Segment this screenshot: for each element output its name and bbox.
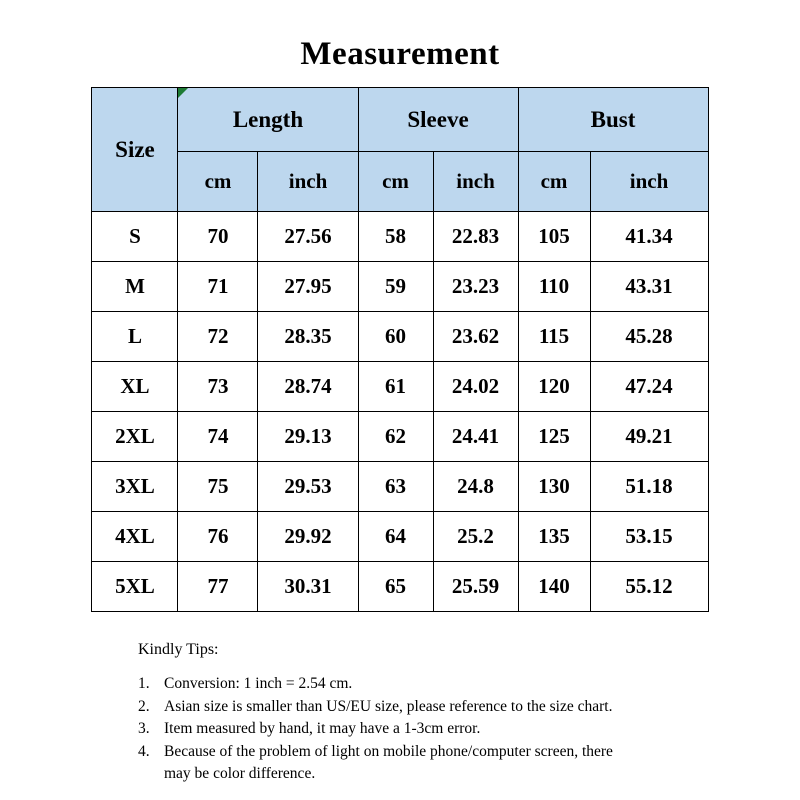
value-cell: 135 xyxy=(518,512,590,562)
tip-text: Item measured by hand, it may have a 1-3cm error. xyxy=(164,720,481,738)
size-cell: 2XL xyxy=(92,412,178,462)
tip-item xyxy=(138,673,668,695)
value-cell: 29.13 xyxy=(258,412,358,462)
value-cell: 24.02 xyxy=(433,362,518,412)
value-cell: 28.74 xyxy=(258,362,358,412)
value-cell: 23.62 xyxy=(433,312,518,362)
tip-number: 4. xyxy=(138,742,150,760)
size-cell: XL xyxy=(92,362,178,412)
tip-text: Conversion: 1 inch = 2.54 cm. xyxy=(164,675,353,693)
value-cell: 25.2 xyxy=(433,512,518,562)
header-size: Size xyxy=(92,88,178,212)
value-cell: 74 xyxy=(178,412,258,462)
tip-item xyxy=(138,718,668,740)
header-sleeve: Sleeve xyxy=(358,88,518,152)
value-cell: 49.21 xyxy=(590,412,708,462)
table-row xyxy=(92,462,708,512)
size-cell: S xyxy=(92,212,178,262)
size-cell: 5XL xyxy=(92,562,178,612)
tips-heading: Kindly Tips: xyxy=(138,641,219,658)
value-cell: 65 xyxy=(358,562,433,612)
value-cell: 63 xyxy=(358,462,433,512)
tip-item xyxy=(138,696,668,718)
comment-marker-icon xyxy=(178,88,188,98)
value-cell: 58 xyxy=(358,212,433,262)
table-group-header-row xyxy=(92,88,708,152)
value-cell: 64 xyxy=(358,512,433,562)
header-length xyxy=(178,88,358,152)
value-cell: 140 xyxy=(518,562,590,612)
value-cell: 130 xyxy=(518,462,590,512)
value-cell: 73 xyxy=(178,362,258,412)
tip-number: 2. xyxy=(138,697,150,715)
size-cell: M xyxy=(92,262,178,312)
value-cell: 77 xyxy=(178,562,258,612)
value-cell: 105 xyxy=(518,212,590,262)
table-unit-header-row xyxy=(92,152,708,212)
value-cell: 30.31 xyxy=(258,562,358,612)
header-bust-cm: cm xyxy=(518,152,590,212)
value-cell: 53.15 xyxy=(590,512,708,562)
value-cell: 55.12 xyxy=(590,562,708,612)
value-cell: 75 xyxy=(178,462,258,512)
tip-text: Because of the problem of light on mobile phone/computer screen, there may be color difference. xyxy=(164,742,613,783)
value-cell: 62 xyxy=(358,412,433,462)
value-cell: 22.83 xyxy=(433,212,518,262)
value-cell: 41.34 xyxy=(590,212,708,262)
table-row xyxy=(92,212,708,262)
table-row xyxy=(92,312,708,362)
value-cell: 115 xyxy=(518,312,590,362)
value-cell: 72 xyxy=(178,312,258,362)
value-cell: 25.59 xyxy=(433,562,518,612)
measurement-table xyxy=(91,87,708,612)
value-cell: 110 xyxy=(518,262,590,312)
value-cell: 45.28 xyxy=(590,312,708,362)
header-length-inch: inch xyxy=(258,152,358,212)
value-cell: 24.41 xyxy=(433,412,518,462)
tip-text: Asian size is smaller than US/EU size, please reference to the size chart. xyxy=(164,697,613,715)
value-cell: 27.95 xyxy=(258,262,358,312)
value-cell: 61 xyxy=(358,362,433,412)
value-cell: 60 xyxy=(358,312,433,362)
tip-number: 3. xyxy=(138,720,150,738)
value-cell: 23.23 xyxy=(433,262,518,312)
value-cell: 29.53 xyxy=(258,462,358,512)
header-bust: Bust xyxy=(518,88,708,152)
page-title: Measurement xyxy=(300,36,500,72)
value-cell: 47.24 xyxy=(590,362,708,412)
value-cell: 70 xyxy=(178,212,258,262)
header-sleeve-inch: inch xyxy=(433,152,518,212)
value-cell: 125 xyxy=(518,412,590,462)
tips-section xyxy=(138,638,668,786)
value-cell: 24.8 xyxy=(433,462,518,512)
size-cell: 4XL xyxy=(92,512,178,562)
table-row xyxy=(92,412,708,462)
header-length-label: Length xyxy=(232,106,304,132)
header-sleeve-cm: cm xyxy=(358,152,433,212)
value-cell: 28.35 xyxy=(258,312,358,362)
tip-number: 1. xyxy=(138,675,150,693)
tip-item xyxy=(138,741,668,786)
value-cell: 27.56 xyxy=(258,212,358,262)
value-cell: 120 xyxy=(518,362,590,412)
table-row xyxy=(92,562,708,612)
size-cell: 3XL xyxy=(92,462,178,512)
value-cell: 71 xyxy=(178,262,258,312)
table-row xyxy=(92,512,708,562)
value-cell: 43.31 xyxy=(590,262,708,312)
value-cell: 76 xyxy=(178,512,258,562)
size-cell: L xyxy=(92,312,178,362)
value-cell: 29.92 xyxy=(258,512,358,562)
value-cell: 59 xyxy=(358,262,433,312)
header-length-cm: cm xyxy=(178,152,258,212)
header-bust-inch: inch xyxy=(590,152,708,212)
table-row xyxy=(92,262,708,312)
table-row xyxy=(92,362,708,412)
value-cell: 51.18 xyxy=(590,462,708,512)
